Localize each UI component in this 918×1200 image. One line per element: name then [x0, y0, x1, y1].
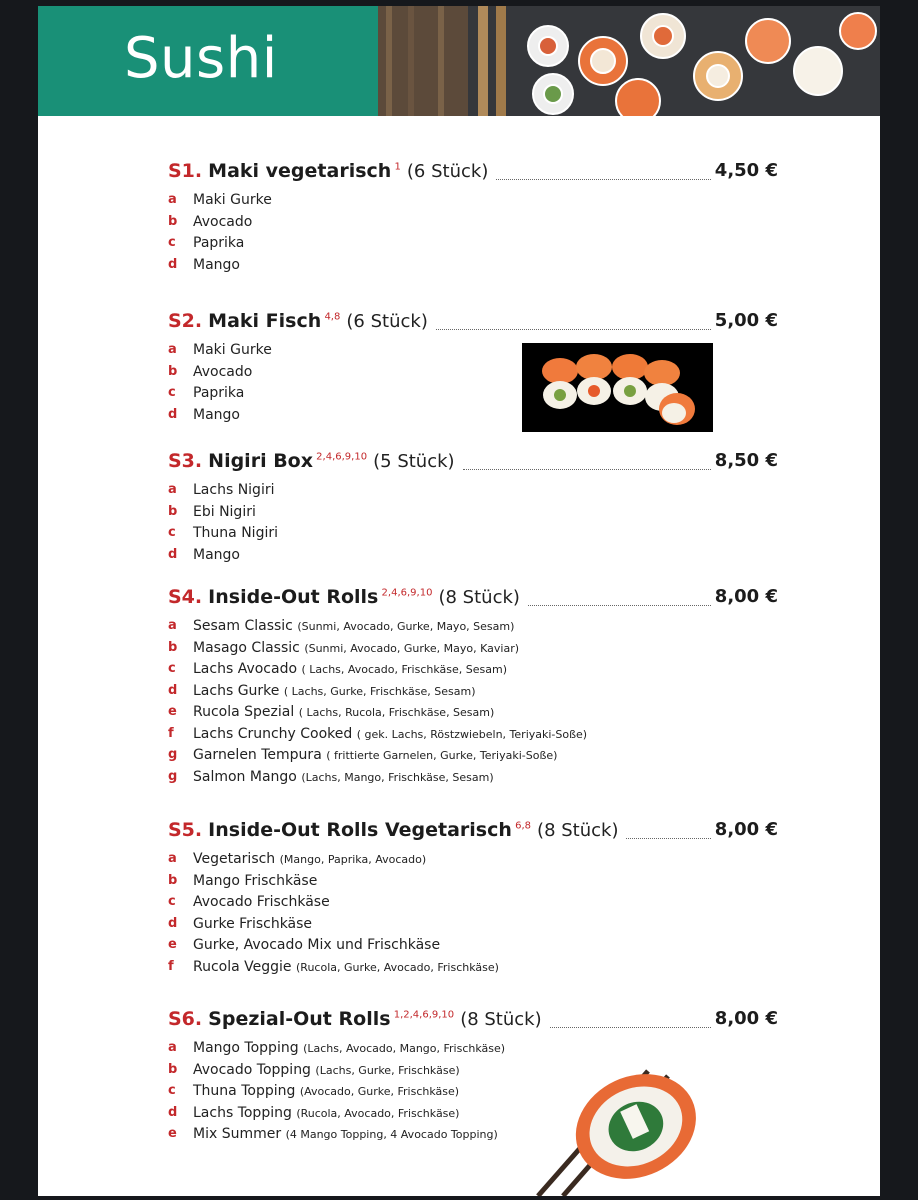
variant-label	[193, 937, 440, 953]
menu-page	[38, 6, 880, 1196]
list-item	[168, 504, 778, 526]
variant-name: Mango Topping	[193, 1040, 299, 1056]
variant-letter: a	[168, 1040, 177, 1055]
item-code: S6.	[168, 1008, 203, 1030]
variant-name: Ebi Nigiri	[193, 503, 256, 520]
variant-label	[193, 769, 494, 785]
menu-section	[168, 819, 778, 980]
variant-letter: c	[168, 385, 176, 400]
allergen-codes: 1,2,4,6,9,10	[390, 1009, 455, 1021]
item-price: 5,00 €	[714, 310, 778, 331]
variant-letter: c	[168, 235, 176, 250]
list-item	[168, 959, 778, 981]
variant-ingredients: ( gek. Lachs, Röstzwiebeln, Teriyaki-Soße)	[356, 727, 588, 741]
list-item	[168, 257, 778, 279]
list-item	[168, 769, 778, 791]
price-leader	[528, 605, 711, 606]
variant-letter: a	[168, 192, 177, 207]
item-quantity: (8 Stück)	[537, 820, 619, 841]
item-quantity: (8 Stück)	[460, 1009, 542, 1030]
variant-name: Avocado	[193, 363, 253, 380]
variant-name: Mango Frischkäse	[193, 872, 318, 889]
section-heading	[168, 1008, 778, 1034]
variant-list	[168, 192, 778, 278]
variant-name: Masago Classic	[193, 639, 300, 656]
price-leader	[550, 1027, 711, 1028]
variant-letter: a	[168, 482, 177, 497]
variant-name: Thuna Topping	[193, 1083, 296, 1099]
variant-ingredients: ( frittierte Garnelen, Gurke, Teriyaki-Soße)	[326, 749, 558, 762]
item-price: 8,00 €	[714, 1008, 778, 1029]
item-price: 4,50 €	[714, 160, 778, 181]
variant-label	[193, 257, 240, 273]
variant-label	[193, 747, 557, 763]
item-quantity: (6 Stück)	[406, 161, 489, 182]
item-price: 8,50 €	[714, 450, 778, 471]
item-code: S4.	[168, 586, 203, 608]
item-price: 8,00 €	[714, 819, 778, 840]
allergen-codes: 2,4,6,9,10	[313, 451, 368, 463]
variant-label	[193, 214, 252, 230]
variant-ingredients: (4 Mango Topping, 4 Avocado Topping)	[285, 1128, 498, 1141]
variant-label	[193, 683, 476, 699]
variant-label	[193, 525, 278, 541]
variant-label	[193, 1083, 459, 1099]
list-item	[168, 683, 778, 705]
list-item	[168, 525, 778, 547]
variant-name: Maki Gurke	[193, 342, 272, 358]
variant-letter: b	[168, 213, 178, 229]
variant-label	[193, 1126, 498, 1142]
item-name: Nigiri Box	[208, 450, 313, 472]
list-item	[168, 482, 778, 504]
price-leader	[496, 179, 710, 180]
item-price: 8,00 €	[714, 586, 778, 607]
variant-name: Avocado Topping	[193, 1061, 311, 1078]
allergen-codes: 1	[391, 161, 401, 173]
variant-label	[193, 916, 312, 932]
variant-label	[193, 726, 587, 742]
variant-letter: f	[168, 725, 174, 741]
variant-name: Paprika	[193, 235, 245, 251]
variant-letter: g	[168, 768, 178, 784]
sushi-platter-photo	[378, 6, 880, 116]
section-headline	[168, 1008, 542, 1030]
variant-label	[193, 547, 240, 563]
variant-letter: c	[168, 525, 176, 540]
list-item	[168, 747, 778, 769]
price-leader	[436, 329, 711, 330]
item-code: S3.	[168, 450, 203, 472]
variant-letter: e	[168, 1126, 177, 1141]
price-leader	[626, 838, 710, 839]
item-name: Spezial-Out Rolls	[208, 1008, 391, 1030]
list-item	[168, 726, 778, 748]
variant-ingredients: (Lachs, Mango, Frischkäse, Sesam)	[301, 770, 494, 784]
list-item	[168, 214, 778, 236]
section-headline	[168, 450, 455, 472]
variant-ingredients: (Avocado, Gurke, Frischkäse)	[299, 1085, 460, 1098]
variant-label	[193, 704, 494, 720]
variant-letter: c	[168, 1083, 176, 1098]
variant-label	[193, 364, 252, 380]
section-headline	[168, 160, 488, 182]
variant-label	[193, 661, 507, 677]
variant-name: Lachs Gurke	[193, 682, 280, 699]
variant-label	[193, 959, 499, 975]
sushi-rolls-photo	[522, 343, 713, 432]
variant-letter: b	[168, 1061, 178, 1077]
item-quantity: (5 Stück)	[373, 451, 455, 472]
menu-section	[168, 586, 778, 790]
variant-ingredients: (Sunmi, Avocado, Gurke, Mayo, Sesam)	[297, 620, 515, 633]
variant-letter: e	[168, 937, 177, 952]
variant-name: Lachs Topping	[193, 1104, 292, 1121]
price-leader	[463, 469, 711, 470]
variant-letter: c	[168, 894, 176, 909]
variant-ingredients: (Lachs, Avocado, Mango, Frischkäse)	[303, 1042, 506, 1055]
variant-letter: d	[168, 256, 178, 272]
variant-letter: d	[168, 682, 178, 698]
item-quantity: (8 Stück)	[438, 587, 520, 608]
item-code: S2.	[168, 310, 203, 332]
variant-letter: e	[168, 704, 177, 719]
list-item	[168, 851, 778, 873]
variant-label	[193, 192, 272, 208]
variant-name: Mix Summer	[193, 1126, 282, 1142]
variant-letter: d	[168, 546, 178, 562]
section-heading	[168, 450, 778, 476]
sushi-chopsticks-photo	[518, 1051, 728, 1196]
variant-label	[193, 873, 317, 889]
variant-list	[168, 851, 778, 980]
variant-name: Lachs Crunchy Cooked	[193, 725, 353, 742]
variant-letter: d	[168, 915, 178, 931]
variant-letter: c	[168, 661, 176, 676]
variant-label	[193, 618, 514, 634]
item-name: Inside-Out Rolls Vegetarisch	[208, 819, 512, 841]
variant-label	[193, 235, 244, 251]
section-headline	[168, 310, 428, 332]
variant-letter: f	[168, 958, 174, 974]
variant-ingredients: (Mango, Paprika, Avocado)	[279, 853, 427, 866]
variant-letter: a	[168, 618, 177, 633]
menu-section	[168, 450, 778, 568]
allergen-codes: 4,8	[321, 311, 341, 323]
variant-name: Mango	[193, 256, 240, 273]
variant-name: Avocado Frischkäse	[193, 894, 330, 910]
variant-label	[193, 851, 426, 867]
variant-label	[193, 640, 519, 656]
list-item	[168, 704, 778, 726]
variant-name: Lachs Avocado	[193, 661, 298, 677]
variant-name: Thuna Nigiri	[193, 525, 278, 541]
variant-letter: d	[168, 406, 178, 422]
variant-name: Lachs Nigiri	[193, 482, 275, 498]
variant-name: Vegetarisch	[193, 851, 276, 867]
variant-name: Mango	[193, 406, 240, 423]
section-headline	[168, 586, 520, 608]
list-item	[168, 640, 778, 662]
variant-letter: d	[168, 1104, 178, 1120]
section-heading	[168, 310, 778, 336]
list-item	[168, 547, 778, 569]
variant-letter: b	[168, 872, 178, 888]
page-title: Sushi	[124, 26, 278, 91]
allergen-codes: 6,8	[511, 820, 531, 832]
section-heading	[168, 160, 778, 186]
variant-ingredients: (Lachs, Gurke, Frischkäse)	[315, 1063, 460, 1077]
variant-list	[168, 482, 778, 568]
section-headline	[168, 819, 618, 841]
variant-name: Gurke, Avocado Mix und Frischkäse	[193, 937, 441, 953]
variant-list	[168, 618, 778, 790]
variant-label	[193, 894, 330, 910]
variant-ingredients: ( Lachs, Gurke, Frischkäse, Sesam)	[283, 684, 476, 698]
item-code: S5.	[168, 819, 203, 841]
variant-letter: g	[168, 747, 178, 762]
variant-label	[193, 1105, 459, 1121]
variant-name: Rucola Veggie	[193, 958, 292, 975]
item-quantity: (6 Stück)	[346, 311, 428, 332]
variant-letter: a	[168, 851, 177, 866]
item-name: Maki Fisch	[208, 310, 322, 332]
variant-ingredients: (Sunmi, Avocado, Gurke, Mayo, Kaviar)	[304, 641, 520, 655]
variant-name: Mango	[193, 546, 240, 563]
variant-name: Salmon Mango	[193, 768, 297, 785]
variant-letter: b	[168, 639, 178, 655]
variant-name: Rucola Spezial	[193, 704, 295, 720]
page-header	[38, 6, 880, 116]
variant-label	[193, 407, 240, 423]
menu-section	[168, 160, 778, 278]
variant-label	[193, 482, 274, 498]
list-item	[168, 894, 778, 916]
section-heading	[168, 586, 778, 612]
variant-ingredients: (Rucola, Gurke, Avocado, Frischkäse)	[296, 960, 499, 974]
list-item	[168, 937, 778, 959]
variant-ingredients: ( Lachs, Rucola, Frischkäse, Sesam)	[298, 706, 495, 719]
variant-name: Sesam Classic	[193, 618, 293, 634]
list-item	[168, 916, 778, 938]
variant-name: Maki Gurke	[193, 192, 272, 208]
item-name: Inside-Out Rolls	[208, 586, 379, 608]
variant-name: Paprika	[193, 385, 245, 401]
section-heading	[168, 819, 778, 845]
variant-label	[193, 1062, 460, 1078]
variant-label	[193, 1040, 505, 1056]
variant-letter: a	[168, 342, 177, 357]
variant-ingredients: ( Lachs, Avocado, Frischkäse, Sesam)	[301, 663, 507, 676]
variant-name: Garnelen Tempura	[193, 747, 322, 763]
variant-label	[193, 385, 244, 401]
list-item	[168, 618, 778, 640]
variant-label	[193, 342, 272, 358]
allergen-codes: 2,4,6,9,10	[378, 587, 433, 599]
variant-letter: b	[168, 363, 178, 379]
item-name: Maki vegetarisch	[208, 160, 392, 182]
list-item	[168, 192, 778, 214]
list-item	[168, 235, 778, 257]
title-banner	[38, 6, 378, 116]
variant-name: Gurke Frischkäse	[193, 915, 313, 932]
variant-ingredients: (Rucola, Avocado, Frischkäse)	[296, 1106, 460, 1120]
variant-name: Avocado	[193, 213, 253, 230]
variant-label	[193, 504, 256, 520]
variant-letter: b	[168, 503, 178, 519]
list-item	[168, 873, 778, 895]
list-item	[168, 661, 778, 683]
item-code: S1.	[168, 160, 203, 182]
